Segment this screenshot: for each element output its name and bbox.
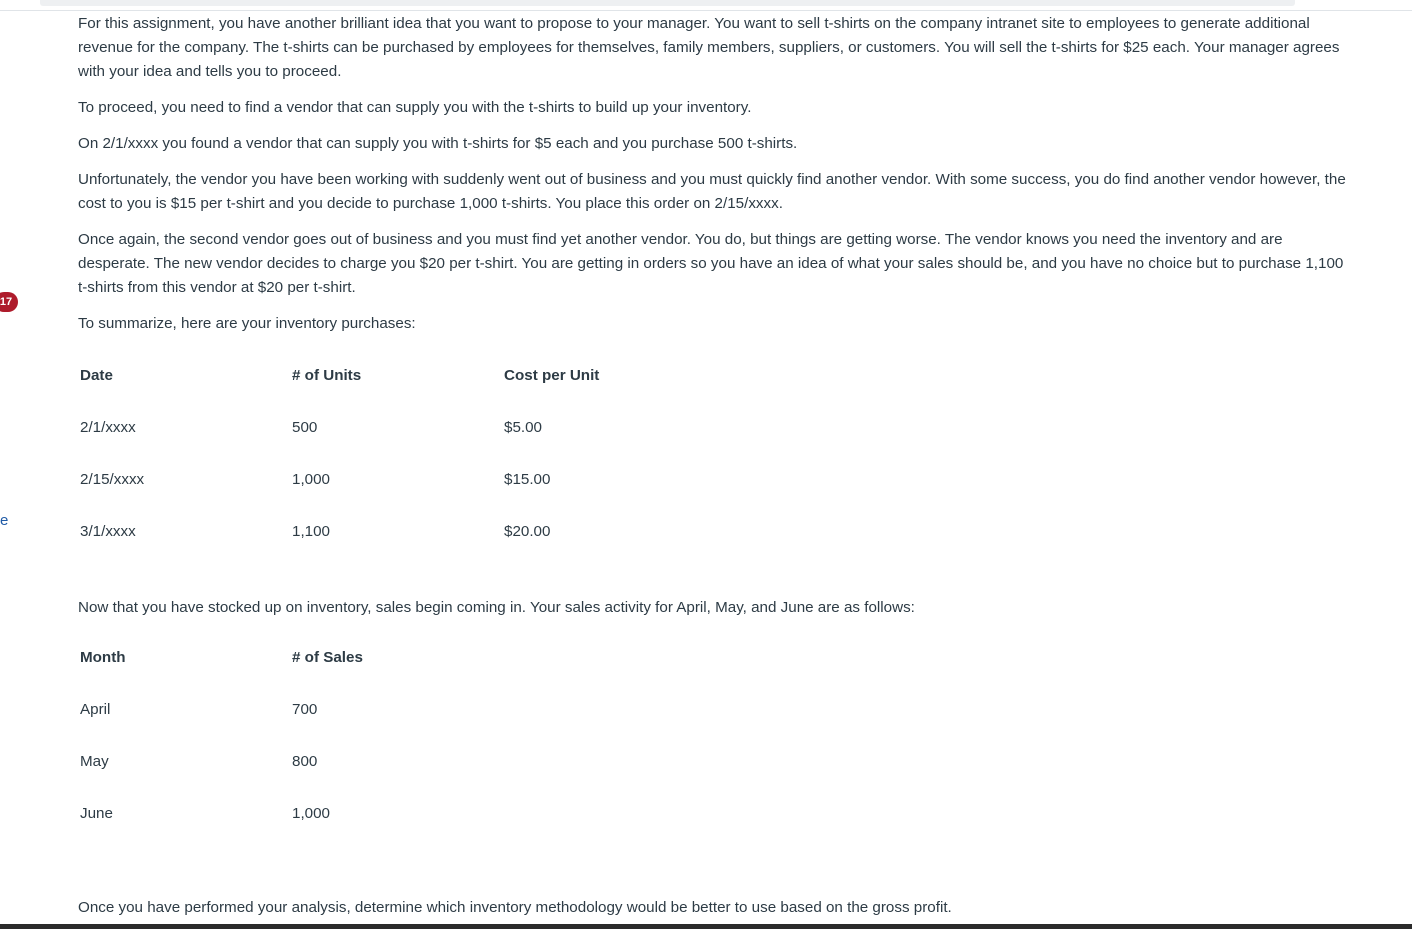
paragraph-closing: Once you have performed your analysis, determine which inventory methodology would be better to use based on the gross profit. [78,899,952,916]
table-row [78,788,502,840]
header-divider [0,10,1412,11]
paragraph-intro: For this assignment, you have another brilliant idea that you want to propose to your manager. You want to sell t-shirts on the company intranet site to employees to generate additional revenue for the company. The t-shirts can be purchased by employees for themselves, family members, suppliers, or customers. You will sell the t-shirts for $25 each. Your manager agrees with your idea and tells you to proceed. [78,15,1340,80]
paragraph-third-vendor: Once again, the second vendor goes out of business and you must find yet another vendor. You do, but things are getting worse. The vendor knows you need the inventory and are desperate. The new vendor decides to charge you $20 per t-shirt. You are getting in orders so you have an idea of what your sales should be, and you have no choice but to purchase 1,100 t-shirts from this vendor at $20 per t-shirt. [78,231,1344,296]
table-cell: June [80,805,113,822]
table-header-row [78,350,714,402]
column-header-month: Month [80,649,126,666]
paragraph-first-vendor: On 2/1/xxxx you found a vendor that can supply you with t-shirts for $5 each and you purchase 500 t-shirts. [78,135,798,152]
table-row [78,454,714,506]
table-row [78,684,502,736]
purchases-table [78,350,714,558]
table-cell: 3/1/xxxx [80,523,136,540]
assignment-content [78,12,1348,840]
paragraph-second-vendor: Unfortunately, the vendor you have been working with suddenly went out of business and you must quickly find another vendor. With some success, you do find another vendor however, the cost to you is $15 per t-shirt and you decide to purchase 1,000 t-shirts. You place this order on 2/15/xxxx. [78,171,1346,212]
paragraph-proceed: To proceed, you need to find a vendor that can supply you with the t-shirts to build up your inventory. [78,99,752,116]
paragraph-sales-intro: Now that you have stocked up on inventory, sales begin coming in. Your sales activity for April, May, and June are as follows: [78,599,915,616]
table-cell: 800 [292,753,318,770]
table-cell: 500 [292,419,318,436]
column-header-sales: # of Sales [292,649,363,666]
table-cell: $20.00 [504,523,551,540]
sidebar-edge-text: e [0,512,9,529]
bottom-border [0,924,1412,929]
table-cell: $15.00 [504,471,551,488]
column-header-cost: Cost per Unit [504,367,600,384]
table-row [78,506,714,558]
table-cell: April [80,701,111,718]
table-cell: 1,000 [292,805,331,822]
table-cell: 2/1/xxxx [80,419,136,436]
column-header-date: Date [80,367,113,384]
column-header-units: # of Units [292,367,362,384]
table-row [78,402,714,454]
table-cell: 2/15/xxxx [80,471,145,488]
table-cell: $5.00 [504,419,543,436]
table-cell: May [80,753,109,770]
table-cell: 700 [292,701,318,718]
table-cell: 1,100 [292,523,331,540]
table-row [78,736,502,788]
table-cell: 1,000 [292,471,331,488]
sales-table [78,632,502,840]
top-scroll-bar [40,0,1295,6]
paragraph-summary: To summarize, here are your inventory purchases: [78,315,416,332]
notification-badge[interactable]: 17 [0,292,18,312]
table-header-row [78,632,502,684]
